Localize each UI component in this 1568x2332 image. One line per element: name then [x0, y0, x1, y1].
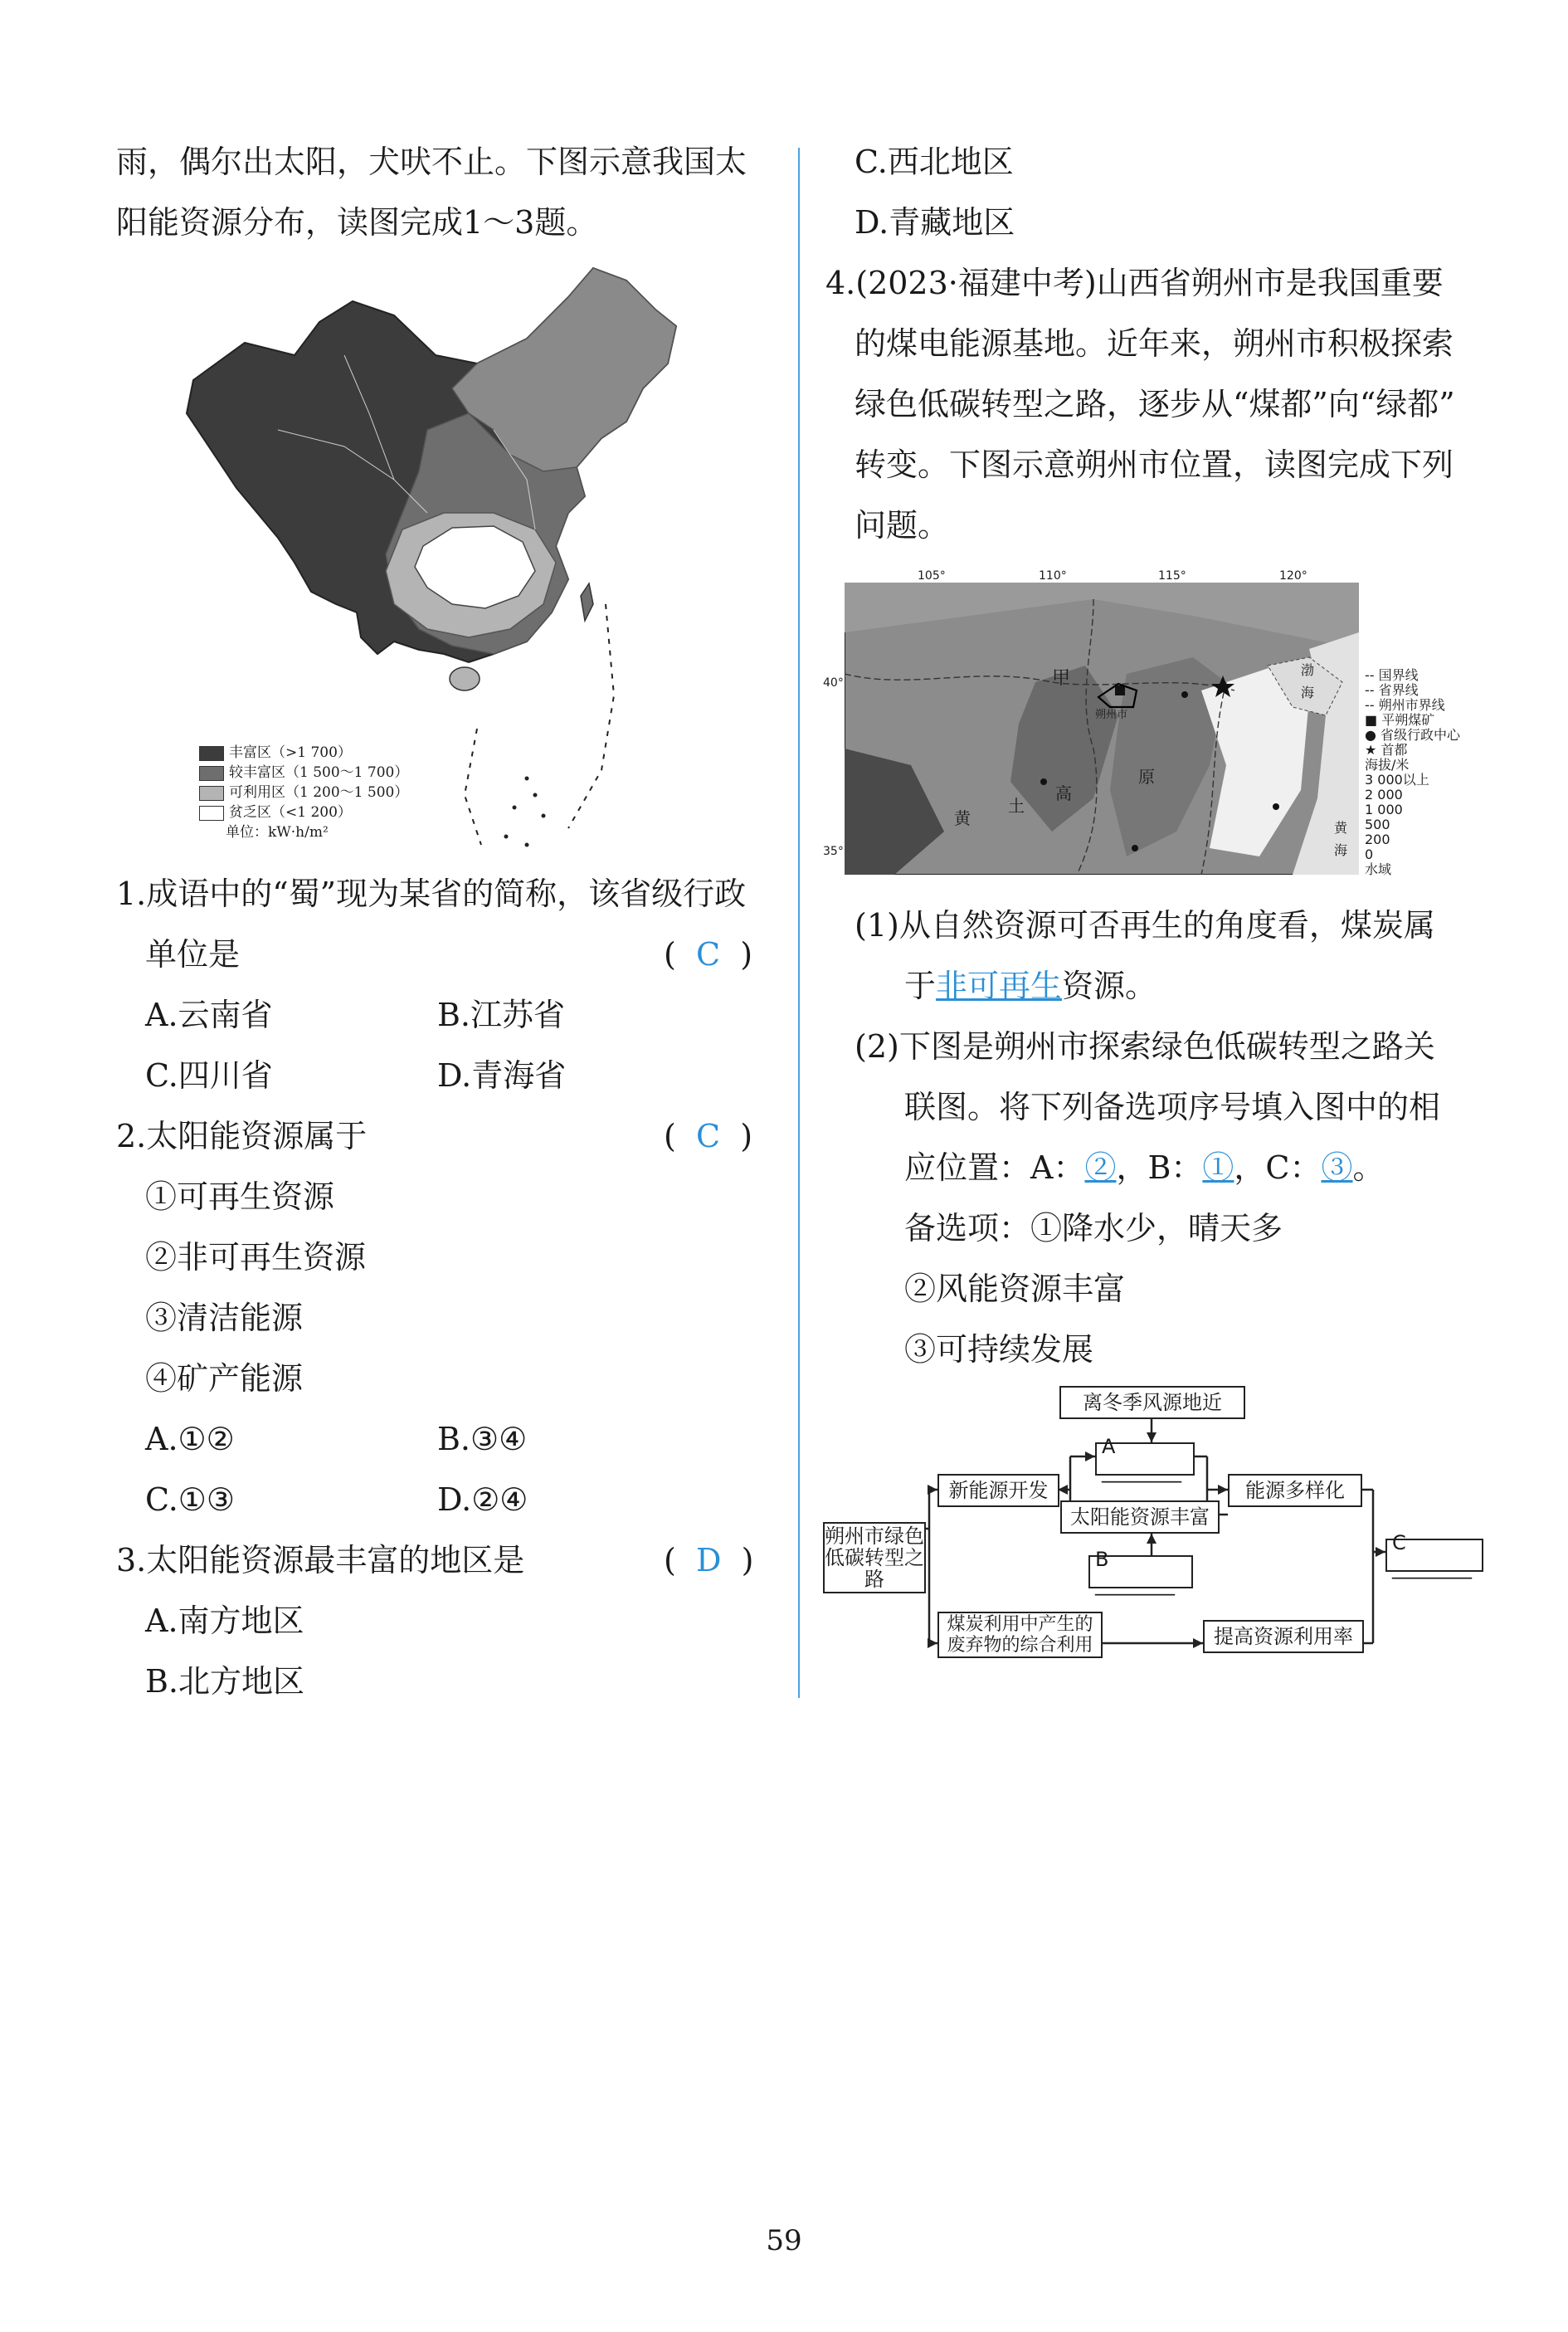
q2-item-3: ③清洁能源 [145, 1300, 304, 1336]
legend-swatch [199, 766, 224, 781]
map-legend-elev-title: 海拔/米 [1365, 757, 1410, 773]
legend-label: 贫乏区（<1 200） [229, 804, 352, 821]
map-legend-elev-3000: 3 000以上 [1365, 772, 1429, 788]
sub2-answer-b: ① [1202, 1149, 1234, 1186]
map-legend-capital: ★ 首都 [1365, 742, 1408, 758]
legend-item-usable [199, 783, 408, 802]
sub1-answer: 非可再生 [936, 968, 1063, 1004]
map-label-gao: 高 [1055, 783, 1072, 803]
column-divider [798, 148, 800, 1698]
legend-label: 较丰富区（1 500～1 700） [229, 764, 409, 781]
q1-option-b: B.江苏省 [437, 997, 566, 1033]
map-lon-label: 110° [1039, 569, 1067, 583]
q2-option-a: A.①② [145, 1421, 235, 1457]
map-label-yuan: 原 [1138, 767, 1155, 787]
legend-item-rich [199, 744, 352, 762]
q4-stem-line-5: 问题。 [855, 507, 950, 544]
q1-stem-line-2: 单位是 [145, 936, 241, 973]
map-legend-capital-prov: ● 省级行政中心 [1365, 727, 1461, 743]
flow-box-c: C ________ [1385, 1539, 1483, 1572]
q3-option-c: C.西北地区 [855, 144, 1014, 180]
sub2-line-2: 联图。将下列备选项序号填入图中的相 [904, 1089, 1441, 1125]
flow-box-solar-rich: 太阳能资源丰富 [1060, 1500, 1220, 1534]
q3-option-b: B.北方地区 [145, 1663, 305, 1700]
map-legend-province: -- 省界线 [1365, 682, 1419, 698]
q1-answer-bracket: ( C ) [664, 936, 753, 973]
q2-answer-bracket: ( C ) [664, 1118, 753, 1154]
sub2-answer-a: ② [1084, 1149, 1117, 1186]
map-legend-elev-2000: 2 000 [1365, 787, 1403, 803]
q2-option-c: C.①③ [145, 1481, 235, 1518]
map-label-bo: 渤 [1301, 662, 1315, 678]
map-legend-border: -- 国界线 [1365, 667, 1419, 683]
flow-box-shuozhou-green: 朔州市绿色低碳转型之路 [823, 1522, 926, 1593]
q2-item-4: ④矿产能源 [145, 1360, 304, 1397]
q2-answer: C [695, 1118, 721, 1154]
map-lat-label: 40° [823, 676, 844, 690]
map-lon-label: 115° [1158, 569, 1186, 583]
flow-box-b: B ________ [1088, 1555, 1193, 1588]
map-legend-elev-500: 500 [1365, 817, 1390, 832]
q2-item-1: ①可再生资源 [145, 1178, 335, 1215]
q1-option-d: D.青海省 [437, 1057, 567, 1094]
map-label-huang-sea: 黄 [1334, 820, 1348, 836]
q4-stem-line-2: 的煤电能源基地。近年来，朔州市积极探索 [855, 325, 1454, 362]
legend-label: 丰富区（>1 700） [229, 744, 352, 761]
options-line-1: 备选项：①降水少，晴天多 [904, 1210, 1283, 1246]
intro-line-1: 雨，偶尔出太阳，犬吠不止。下图示意我国太 [116, 144, 747, 180]
flow-box-diverse-energy: 能源多样化 [1228, 1474, 1362, 1507]
map-label-hai-2: 海 [1334, 842, 1348, 858]
q4-stem-line-3: 绿色低碳转型之路，逐步从“煤都”向“绿都” [855, 386, 1455, 422]
sub1-line-1: (1)从自然资源可否再生的角度看，煤炭属 [855, 907, 1435, 944]
map-legend-elev-0: 0 [1365, 846, 1374, 862]
map-label-hai: 海 [1301, 685, 1315, 700]
q3-answer-bracket: ( D ) [664, 1542, 754, 1578]
map-lat-label: 35° [823, 845, 844, 858]
map-label-shuozhou: 朔州市 [1095, 709, 1128, 721]
q4-stem-line-4: 转变。下图示意朔州市位置，读图完成下列 [855, 446, 1454, 483]
page-number: 59 [766, 2224, 802, 2257]
options-line-3: ③可持续发展 [904, 1331, 1094, 1368]
flow-box-improve-efficiency: 提高资源利用率 [1203, 1620, 1364, 1653]
q2-option-b: B.③④ [437, 1421, 528, 1457]
map-lon-label: 105° [918, 569, 946, 583]
legend-item-fairly-rich [199, 764, 408, 782]
q3-option-d: D.青藏地区 [855, 204, 1015, 241]
q1-option-a: A.云南省 [145, 997, 273, 1033]
q2-stem: 2.太阳能资源属于 [116, 1118, 368, 1154]
q3-stem: 3.太阳能资源最丰富的地区是 [116, 1542, 525, 1578]
sub2-line-3: 应位置：A：②，B：①，C：③。 [904, 1149, 1385, 1186]
q4-stem-line-1: 4.(2023·福建中考)山西省朔州市是我国重要 [825, 265, 1444, 301]
q3-option-a: A.南方地区 [145, 1603, 304, 1639]
map-lon-label: 120° [1279, 569, 1307, 583]
q1-stem-line-1: 1.成语中的“蜀”现为某省的简称，该省级行政 [116, 876, 747, 912]
map-label-tu: 土 [1008, 796, 1025, 816]
map-legend-water: 水域 [1365, 861, 1392, 877]
map-label-huang: 黄 [954, 808, 971, 828]
q2-item-2: ②非可再生资源 [145, 1239, 367, 1276]
q2-option-d: D.②④ [437, 1481, 528, 1518]
legend-unit: 单位：kW·h/m² [226, 824, 329, 841]
map-legend-city: -- 朔州市界线 [1365, 697, 1445, 713]
intro-line-2: 阳能资源分布，读图完成1～3题。 [116, 204, 598, 241]
map-legend-elev-1000: 1 000 [1365, 802, 1403, 817]
shuozhou-location-map [845, 583, 1359, 875]
flow-box-new-energy: 新能源开发 [937, 1474, 1059, 1507]
flow-box-a: A ________ [1095, 1442, 1195, 1476]
map-legend-elev-200: 200 [1365, 832, 1390, 847]
coal-mine-marker [1115, 685, 1125, 695]
q3-answer: D [695, 1542, 722, 1578]
sub1-line-2: 于非可再生资源。 [904, 968, 1157, 1004]
q1-answer: C [695, 936, 721, 973]
map-legend-mine: ■ 平朔煤矿 [1365, 712, 1435, 728]
legend-label: 可利用区（1 200～1 500） [229, 784, 409, 801]
options-line-2: ②风能资源丰富 [904, 1271, 1126, 1307]
q1-option-c: C.四川省 [145, 1057, 273, 1094]
sub2-answer-c: ③ [1321, 1149, 1353, 1186]
legend-swatch [199, 786, 224, 801]
flow-box-coal-waste: 煤炭利用中产生的废弃物的综合利用 [937, 1612, 1103, 1658]
flow-box-winter-monsoon: 离冬季风源地近 [1059, 1386, 1245, 1419]
map-label-jia: 甲 [1052, 668, 1071, 689]
legend-swatch [199, 806, 224, 821]
sub2-line-1: (2)下图是朔州市探索绿色低碳转型之路关 [855, 1028, 1435, 1065]
legend-item-poor [199, 803, 352, 822]
legend-swatch [199, 746, 224, 761]
